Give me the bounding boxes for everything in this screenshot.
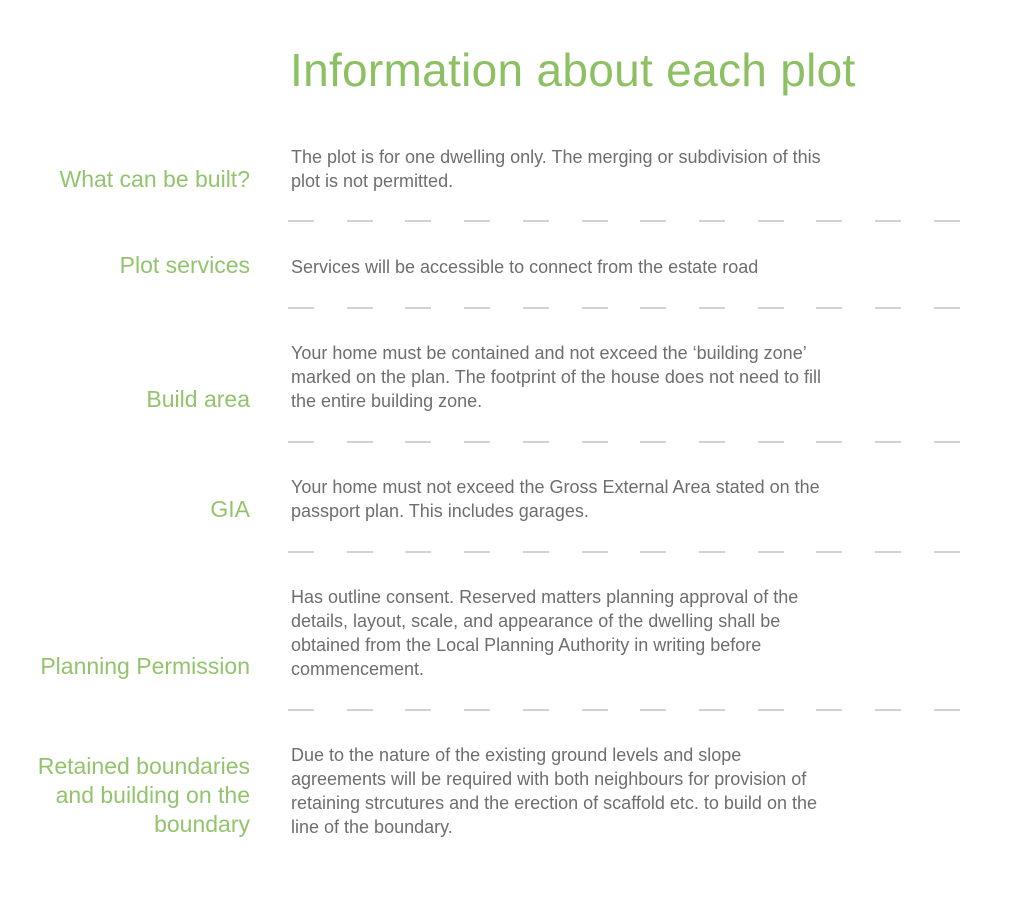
dash [816, 307, 842, 309]
dash [523, 220, 549, 222]
dash [582, 551, 608, 553]
text-line: Has outline consent. Reserved matters planning approval of the [291, 587, 799, 607]
dash [875, 551, 901, 553]
dash [640, 441, 666, 443]
label-line: and building on the [55, 782, 250, 808]
dash [464, 551, 490, 553]
dash [816, 441, 842, 443]
label-line: Planning Permission [40, 653, 250, 679]
dash [347, 551, 373, 553]
label-line: GIA [210, 496, 250, 522]
text-line: agreements will be required with both neighbours for provision of [291, 769, 807, 789]
dash [523, 709, 549, 711]
dash [640, 709, 666, 711]
text-line: Your home must not exceed the Gross External Area stated on the [291, 477, 820, 497]
dash [347, 441, 373, 443]
dash [405, 220, 431, 222]
dash [347, 709, 373, 711]
text-line: Your home must be contained and not exceed the ‘building zone’ [291, 343, 807, 363]
dash [758, 551, 784, 553]
dash [699, 307, 725, 309]
row-text-what-can-be-built [291, 145, 971, 193]
dash [405, 441, 431, 443]
dash [699, 220, 725, 222]
dash [640, 307, 666, 309]
row-label-gia [210, 495, 250, 524]
dash [464, 441, 490, 443]
dashed-separator [288, 220, 960, 222]
dash [347, 220, 373, 222]
dash [582, 220, 608, 222]
text-line: marked on the plan. The footprint of the house does not need to fill [291, 367, 822, 387]
dash [758, 220, 784, 222]
dash [699, 709, 725, 711]
dash [288, 551, 314, 553]
text-line: commencement. [291, 659, 425, 679]
dash [758, 307, 784, 309]
dash [816, 709, 842, 711]
text-line: passport plan. This includes garages. [291, 501, 589, 521]
dashed-separator [288, 709, 960, 711]
label-line: Build area [146, 386, 250, 412]
row-text-plot-services [291, 255, 971, 279]
text-line: Services will be accessible to connect from the estate road [291, 257, 759, 277]
dash [464, 307, 490, 309]
dash [758, 709, 784, 711]
dash [934, 709, 960, 711]
dash [934, 551, 960, 553]
label-line: Retained boundaries [37, 753, 250, 779]
text-line: Due to the nature of the existing ground levels and slope [291, 745, 742, 765]
dash [523, 307, 549, 309]
label-line: Plot services [119, 252, 250, 278]
dash [405, 551, 431, 553]
row-label-what-can-be-built [59, 165, 250, 194]
dash [875, 307, 901, 309]
dashed-separator [288, 551, 960, 553]
dash [523, 551, 549, 553]
dash [288, 220, 314, 222]
dash [758, 441, 784, 443]
dash [288, 441, 314, 443]
text-line: The plot is for one dwelling only. The merging or subdivision of this [291, 147, 821, 167]
text-line: line of the boundary. [291, 817, 453, 837]
dash [816, 220, 842, 222]
row-text-retained-boundaries [291, 743, 971, 839]
dash [875, 220, 901, 222]
dash [875, 709, 901, 711]
dash [640, 220, 666, 222]
row-text-planning-permission [291, 585, 971, 681]
row-label-build-area [146, 385, 250, 414]
text-line: obtained from the Local Planning Authority in writing before [291, 635, 762, 655]
dash [699, 551, 725, 553]
dash [640, 551, 666, 553]
text-line: retaining strcutures and the erection of scaffold etc. to build on the [291, 793, 817, 813]
label-line: What can be built? [59, 166, 250, 192]
dash [699, 441, 725, 443]
dash [582, 709, 608, 711]
dash [934, 441, 960, 443]
dash [464, 220, 490, 222]
dash [934, 307, 960, 309]
dash [405, 307, 431, 309]
row-label-plot-services [120, 251, 250, 280]
dash [816, 551, 842, 553]
dash [523, 441, 549, 443]
dash [582, 307, 608, 309]
label-line: boundary [154, 811, 250, 837]
dashed-separator [288, 307, 960, 309]
dash [405, 709, 431, 711]
row-label-planning-permission [40, 652, 250, 681]
dashed-separator [288, 441, 960, 443]
dash [464, 709, 490, 711]
dash [875, 441, 901, 443]
page-title: Information about each plot [290, 44, 856, 96]
dash [288, 709, 314, 711]
text-line: the entire building zone. [291, 391, 483, 411]
dash [288, 307, 314, 309]
dash [582, 441, 608, 443]
text-line: plot is not permitted. [291, 171, 454, 191]
row-text-build-area [291, 341, 971, 413]
row-text-gia [291, 475, 971, 523]
text-line: details, layout, scale, and appearance of the dwelling shall be [291, 611, 781, 631]
row-label-retained-boundaries [38, 752, 250, 839]
dash [934, 220, 960, 222]
dash [347, 307, 373, 309]
